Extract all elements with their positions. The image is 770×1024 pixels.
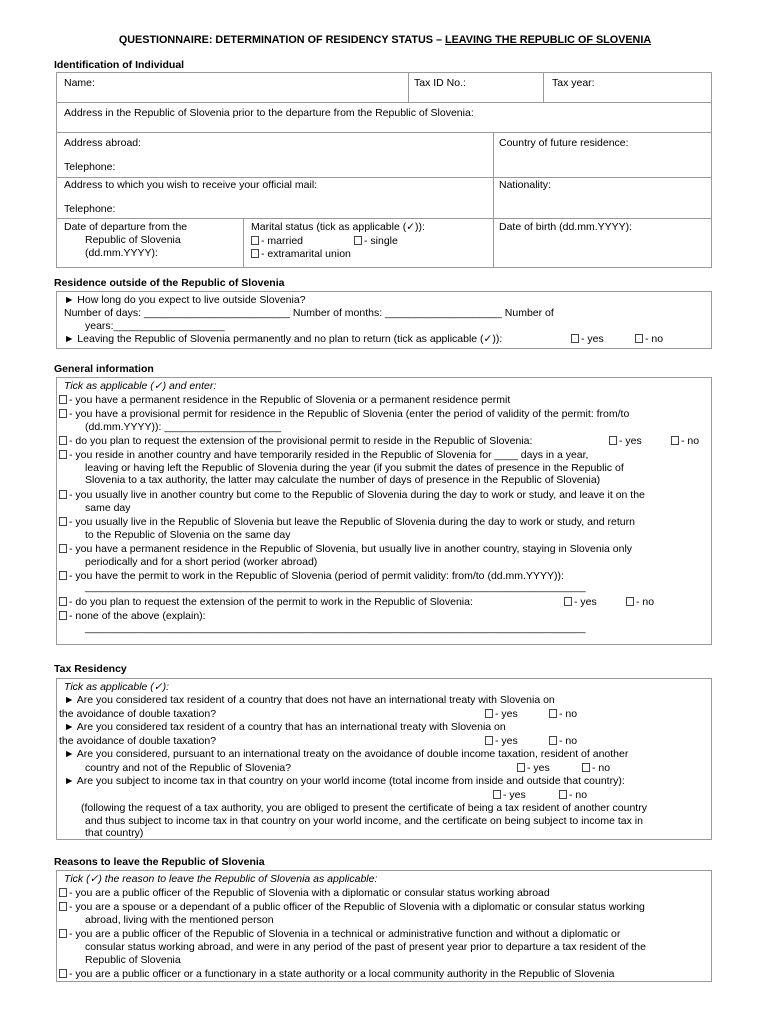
telephone-field-2[interactable]: Telephone: — [64, 203, 116, 215]
general-option-10-text: - none of the above (explain): — [69, 610, 206, 622]
reasons-intro: Tick (✓) the reason to leave the Republic of Slovenia as applicable: — [64, 873, 378, 885]
extension-yes-label: - yes — [619, 435, 642, 447]
extramarital-label: - extramarital union — [261, 248, 351, 260]
general-option-6-text: - you usually live in the Republic of Slovenia but leave the Republic of Slovenia during the day to work or study, and return — [69, 516, 635, 528]
reason-option-2-line-2: abroad, living with the mentioned person — [85, 914, 274, 926]
general-option-6-line-2: to the Republic of Slovenia on the same day — [85, 529, 291, 541]
general-checkbox-6[interactable] — [59, 517, 67, 526]
general-option-2-text: - you have a provisional permit for residence in the Republic of Slovenia (enter the period of validity of the permit: from/to — [69, 408, 630, 420]
single-label: - single — [364, 235, 398, 247]
residence-question-2: ► Leaving the Republic of Slovenia permanently and no plan to return (tick as applicable (✓)): — [64, 333, 503, 345]
q2-no-checkbox[interactable] — [549, 736, 557, 745]
none-explain-field[interactable]: __________________________________________________________________________________________ — [85, 623, 586, 634]
address-abroad-field[interactable]: Address abroad: — [64, 137, 142, 149]
tax-note-line-3: that country) — [85, 827, 144, 839]
work-extension-yes-option[interactable] — [564, 596, 597, 610]
general-option-9[interactable] — [59, 596, 473, 610]
general-option-9-text: - do you plan to request the extension of the permit to work in the Republic of Slovenia: — [69, 596, 473, 608]
extramarital-checkbox[interactable] — [251, 249, 259, 258]
tax-question-3-line-2: country and not of the Republic of Slovenia? — [85, 762, 292, 774]
general-checkbox-1[interactable] — [59, 395, 67, 404]
form-title-underlined: LEAVING THE REPUBLIC OF SLOVENIA — [444, 34, 652, 46]
q4-no-label: - no — [569, 789, 588, 801]
general-option-1[interactable] — [59, 394, 510, 408]
reason-option-4-text: - you are a public officer or a functionary in a state authority or a local community authority in the Republic of Slovenia — [69, 968, 615, 980]
general-option-5-text: - you usually live in another country but come to the Republic of Slovenia during the day to work or study, and leave it on the — [69, 489, 645, 501]
reason-option-3-text: - you are a public officer of the Republic of Slovenia in a technical or administrative function and without a diplomatic or — [69, 928, 621, 940]
general-checkbox-8[interactable] — [59, 571, 67, 580]
general-checkbox-10[interactable] — [59, 611, 67, 620]
reason-checkbox-3[interactable] — [59, 929, 67, 938]
q3-no-label: - no — [592, 762, 611, 774]
form-title — [0, 34, 770, 48]
reason-option-3-line-2: consular status working abroad, and were in any period of the past of present year prior to departure a tax resident of the — [85, 941, 646, 953]
general-checkbox-7[interactable] — [59, 544, 67, 553]
work-permit-dates-field[interactable]: __________________________________________________________________________________________ — [85, 582, 586, 593]
identification-box — [56, 72, 712, 268]
permanent-yes-checkbox[interactable] — [571, 334, 579, 343]
q3-yes-checkbox[interactable] — [517, 763, 525, 772]
q3-no-checkbox[interactable] — [582, 763, 590, 772]
permanent-no-checkbox[interactable] — [635, 334, 643, 343]
general-option-3[interactable] — [59, 435, 532, 449]
general-option-4-text: - you reside in another country and have temporarily resided in the Republic of Slovenia for ____ days in a year, — [69, 449, 589, 461]
general-checkbox-2[interactable] — [59, 409, 67, 418]
permanent-yes-label: - yes — [581, 333, 604, 345]
general-option-2[interactable] — [59, 408, 629, 422]
general-option-8-text: - you have the permit to work in the Republic of Slovenia (period of permit validity: from/to (dd.mm.YYYY)): — [69, 570, 564, 582]
section-heading-residence: Residence outside of the Republic of Slovenia — [54, 277, 285, 289]
tax-note-line-1: (following the request of a tax authority, you are obliged to present the certificate of being a tax resident of another country — [81, 802, 647, 814]
telephone-field-1[interactable]: Telephone: — [64, 161, 116, 173]
q4-yes-checkbox[interactable] — [493, 790, 501, 799]
section-heading-reasons: Reasons to leave the Republic of Slovenia — [54, 856, 265, 868]
reason-checkbox-1[interactable] — [59, 888, 67, 897]
provisional-permit-dates-field[interactable]: (dd.mm.YYYY)): ____________________ — [85, 421, 282, 433]
name-field[interactable]: Name: — [64, 77, 95, 89]
address-slovenia-field[interactable]: Address in the Republic of Slovenia prior to the departure from the Republic of Slovenia: — [64, 107, 474, 119]
reason-option-2-text: - you are a spouse or a dependant of a public officer of the Republic of Slovenia with a diplomatic or consular status working — [69, 901, 645, 913]
tax-question-4: ► Are you subject to income tax in that country on your world income (total income from inside and outside that country): — [64, 775, 625, 787]
general-option-5-line-2: same day — [85, 502, 131, 514]
departure-date-field[interactable]: (dd.mm.YYYY): — [85, 247, 158, 259]
work-extension-no-checkbox[interactable] — [626, 597, 634, 606]
reason-option-3[interactable] — [59, 928, 620, 942]
extension-no-checkbox[interactable] — [671, 436, 679, 445]
tax-question-1: ► Are you considered tax resident of a country that does not have an international treaty with Slovenia on — [64, 694, 555, 706]
married-option[interactable] — [251, 235, 303, 249]
q4-yes-label: - yes — [503, 789, 526, 801]
q4-no-option[interactable] — [559, 789, 587, 803]
departure-date-label-2: Republic of Slovenia — [85, 234, 181, 246]
permanent-no-option[interactable] — [635, 333, 663, 347]
general-option-7-line-2: periodically and for a short period (worker abroad) — [85, 556, 318, 568]
work-extension-no-label: - no — [636, 596, 655, 608]
general-option-3-text: - do you plan to request the extension of the provisional permit to reside in the Republic of Slovenia: — [69, 435, 533, 447]
extramarital-option[interactable] — [251, 248, 351, 262]
work-extension-yes-label: - yes — [574, 596, 597, 608]
tax-residency-box — [56, 678, 712, 840]
tax-question-3: ► Are you considered, pursuant to an international treaty on the avoidance of double income taxation, resident of another — [64, 748, 629, 760]
q1-no-option[interactable] — [549, 708, 577, 722]
married-label: - married — [261, 235, 304, 247]
work-extension-no-option[interactable] — [626, 596, 654, 610]
official-mail-address-field[interactable]: Address to which you wish to receive your official mail: — [64, 179, 318, 191]
reasons-box — [56, 870, 712, 982]
departure-date-label: Date of departure from the — [64, 221, 188, 233]
general-option-5[interactable] — [59, 489, 645, 503]
tax-residency-intro: Tick as applicable (✓): — [64, 681, 169, 693]
q2-no-label: - no — [559, 735, 578, 747]
date-of-birth-field[interactable]: Date of birth (dd.mm.YYYY): — [499, 221, 633, 233]
general-option-4-line-3: Slovenia to a tax authority, the latter may calculate the number of days of presence in the Republic of Slovenia) — [85, 474, 601, 486]
residence-box — [56, 291, 712, 349]
q2-yes-checkbox[interactable] — [485, 736, 493, 745]
general-box — [56, 377, 712, 645]
reason-option-2[interactable] — [59, 901, 645, 915]
marital-status-label: Marital status (tick as applicable (✓)): — [251, 221, 425, 233]
section-heading-general: General information — [54, 363, 154, 375]
work-extension-yes-checkbox[interactable] — [564, 597, 572, 606]
general-option-4[interactable] — [59, 449, 588, 463]
q2-no-option[interactable] — [549, 735, 577, 749]
tax-year-field[interactable]: Tax year: — [552, 77, 595, 89]
section-heading-identification: Identification of Individual — [54, 59, 185, 71]
single-option[interactable] — [354, 235, 398, 249]
q1-no-label: - no — [559, 708, 578, 720]
reason-checkbox-4[interactable] — [59, 969, 67, 978]
general-option-4-line-2: leaving or having left the Republic of Slovenia during the year (if you submit the dates of presence in the Republic of — [85, 462, 624, 474]
reason-option-1[interactable] — [59, 887, 550, 901]
married-checkbox[interactable] — [251, 236, 259, 245]
general-checkbox-9[interactable] — [59, 597, 67, 606]
reason-option-4[interactable] — [59, 968, 615, 982]
section-heading-tax-residency: Tax Residency — [54, 663, 127, 675]
q4-yes-option[interactable] — [493, 789, 526, 803]
tax-id-field[interactable]: Tax ID No.: — [414, 77, 466, 89]
single-checkbox[interactable] — [354, 236, 362, 245]
q3-yes-label: - yes — [527, 762, 550, 774]
reason-option-3-line-3: Republic of Slovenia — [85, 954, 181, 966]
general-option-7-text: - you have a permanent residence in the Republic of Slovenia, but usually live in another country, staying in Slovenia only — [69, 543, 633, 555]
extension-yes-option[interactable] — [609, 435, 642, 449]
q3-yes-option[interactable] — [517, 762, 550, 776]
tax-question-2-line-2: the avoidance of double taxation? — [59, 735, 217, 747]
tax-question-2: ► Are you considered tax resident of a country that has an international treaty with Slovenia on — [64, 721, 506, 733]
form-title-prefix: QUESTIONNAIRE: DETERMINATION OF RESIDENCY STATUS – — [118, 34, 445, 46]
reason-option-1-text: - you are a public officer of the Republic of Slovenia with a diplomatic or consular status working abroad — [69, 887, 550, 899]
extension-yes-checkbox[interactable] — [609, 436, 617, 445]
country-future-field[interactable]: Country of future residence: — [499, 137, 629, 149]
general-option-6[interactable] — [59, 516, 635, 530]
permanent-yes-option[interactable] — [571, 333, 604, 347]
permanent-no-label: - no — [645, 333, 664, 345]
nationality-field[interactable]: Nationality: — [499, 179, 551, 191]
q1-no-checkbox[interactable] — [549, 709, 557, 718]
extension-no-option[interactable] — [671, 435, 699, 449]
q1-yes-label: - yes — [495, 708, 518, 720]
extension-no-label: - no — [681, 435, 700, 447]
residence-question-1: ► How long do you expect to live outside Slovenia? — [64, 294, 306, 306]
reason-checkbox-2[interactable] — [59, 902, 67, 911]
q4-no-checkbox[interactable] — [559, 790, 567, 799]
q3-no-option[interactable] — [582, 762, 610, 776]
q1-yes-checkbox[interactable] — [485, 709, 493, 718]
general-option-1-text: - you have a permanent residence in the Republic of Slovenia or a permanent residence permit — [69, 394, 511, 406]
tax-question-1-line-2: the avoidance of double taxation? — [59, 708, 217, 720]
duration-fields[interactable]: Number of days: _________________________ Number of months: ____________________ Number of — [64, 307, 554, 319]
general-intro: Tick as applicable (✓) and enter: — [64, 380, 217, 392]
general-checkbox-5[interactable] — [59, 490, 67, 499]
q2-yes-option[interactable] — [485, 735, 518, 749]
general-checkbox-3[interactable] — [59, 436, 67, 445]
general-option-7[interactable] — [59, 543, 632, 557]
q1-yes-option[interactable] — [485, 708, 518, 722]
q2-yes-label: - yes — [495, 735, 518, 747]
years-field[interactable]: years:___________________ — [85, 320, 225, 332]
general-checkbox-4[interactable] — [59, 450, 67, 459]
tax-note-line-2: and thus subject to income tax in that country on your world income, and the certificate on being subject to income tax in — [85, 815, 643, 827]
